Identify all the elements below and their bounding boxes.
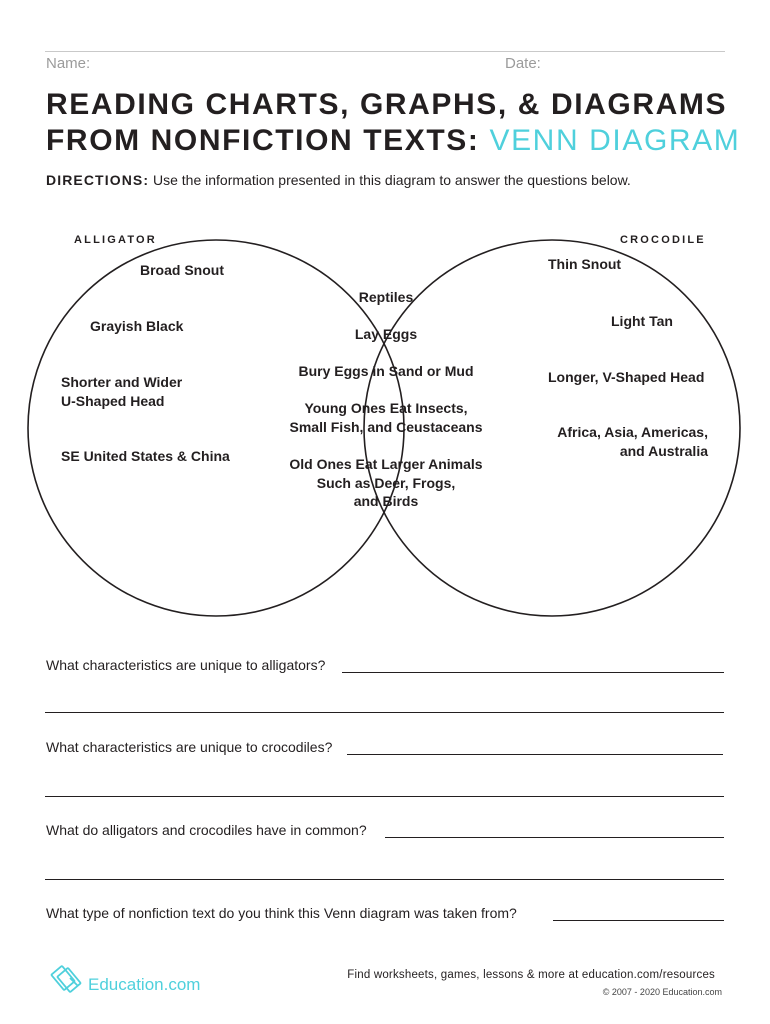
footer-find-text: Find worksheets, games, lessons & more at education.com/resources [347, 969, 715, 981]
directions-text: Use the information presented in this diagram to answer the questions below. [149, 172, 631, 188]
answer-line-3b[interactable] [45, 879, 724, 880]
question-4: What type of nonfiction text do you think this Venn diagram was taken from? [46, 905, 517, 921]
alligator-item [61, 373, 182, 410]
title-accent: VENN DIAGRAM [489, 124, 741, 157]
alligator-item: SE United States & China [61, 448, 230, 464]
crocodile-item: Light Tan [611, 313, 673, 329]
shared-item-line: Young Ones Eat Insects, [304, 400, 468, 416]
crocodile-item-line: and Australia [619, 442, 708, 459]
date-label: Date: [505, 55, 541, 72]
footer-brand: Education.com [88, 975, 201, 994]
footer-copyright: © 2007 - 2020 Education.com [602, 987, 722, 997]
alligator-item: Broad Snout [140, 262, 224, 278]
question-3: What do alligators and crocodiles have in common? [46, 822, 367, 838]
alligator-label: ALLIGATOR [74, 234, 157, 246]
directions-label: DIRECTIONS: [46, 172, 150, 188]
alligator-item: Grayish Black [90, 318, 184, 334]
answer-line-1[interactable] [342, 672, 724, 673]
answer-line-3[interactable] [385, 837, 724, 838]
shared-item-line: and Birds [353, 493, 419, 509]
alligator-item-line: Shorter and Wider [61, 374, 183, 390]
title-line-1: READING CHARTS, GRAPHS, & DIAGRAMS [46, 88, 728, 121]
answer-line-2[interactable] [347, 754, 723, 755]
education-logo-icon [50, 960, 90, 1000]
answer-line-1b[interactable] [45, 712, 724, 713]
question-2: What characteristics are unique to crocodiles? [46, 739, 333, 755]
answer-line-4[interactable] [553, 920, 724, 921]
question-1: What characteristics are unique to alligators? [46, 657, 326, 673]
shared-item: Reptiles [358, 289, 414, 305]
crocodile-item [520, 423, 708, 460]
shared-item-line: Such as Deer, Frogs, [316, 474, 456, 491]
name-label: Name: [46, 55, 91, 72]
shared-item: Bury Eggs in Sand or Mud [298, 363, 474, 379]
shared-item [276, 455, 496, 511]
alligator-item-line: U-Shaped Head [61, 392, 165, 409]
crocodile-item: Thin Snout [548, 256, 622, 272]
answer-line-2b[interactable] [45, 796, 724, 797]
shared-item [276, 399, 496, 436]
shared-item: Lay Eggs [354, 326, 418, 342]
title-line-2-prefix: FROM NONFICTION TEXTS: [46, 124, 490, 157]
crocodile-item-line: Africa, Asia, Americas, [557, 424, 708, 440]
shared-item-line: Small Fish, and Ceustaceans [289, 418, 483, 435]
shared-item-line: Old Ones Eat Larger Animals [289, 456, 483, 472]
crocodile-label: CROCODILE [620, 234, 706, 246]
crocodile-item: Longer, V-Shaped Head [548, 369, 705, 385]
